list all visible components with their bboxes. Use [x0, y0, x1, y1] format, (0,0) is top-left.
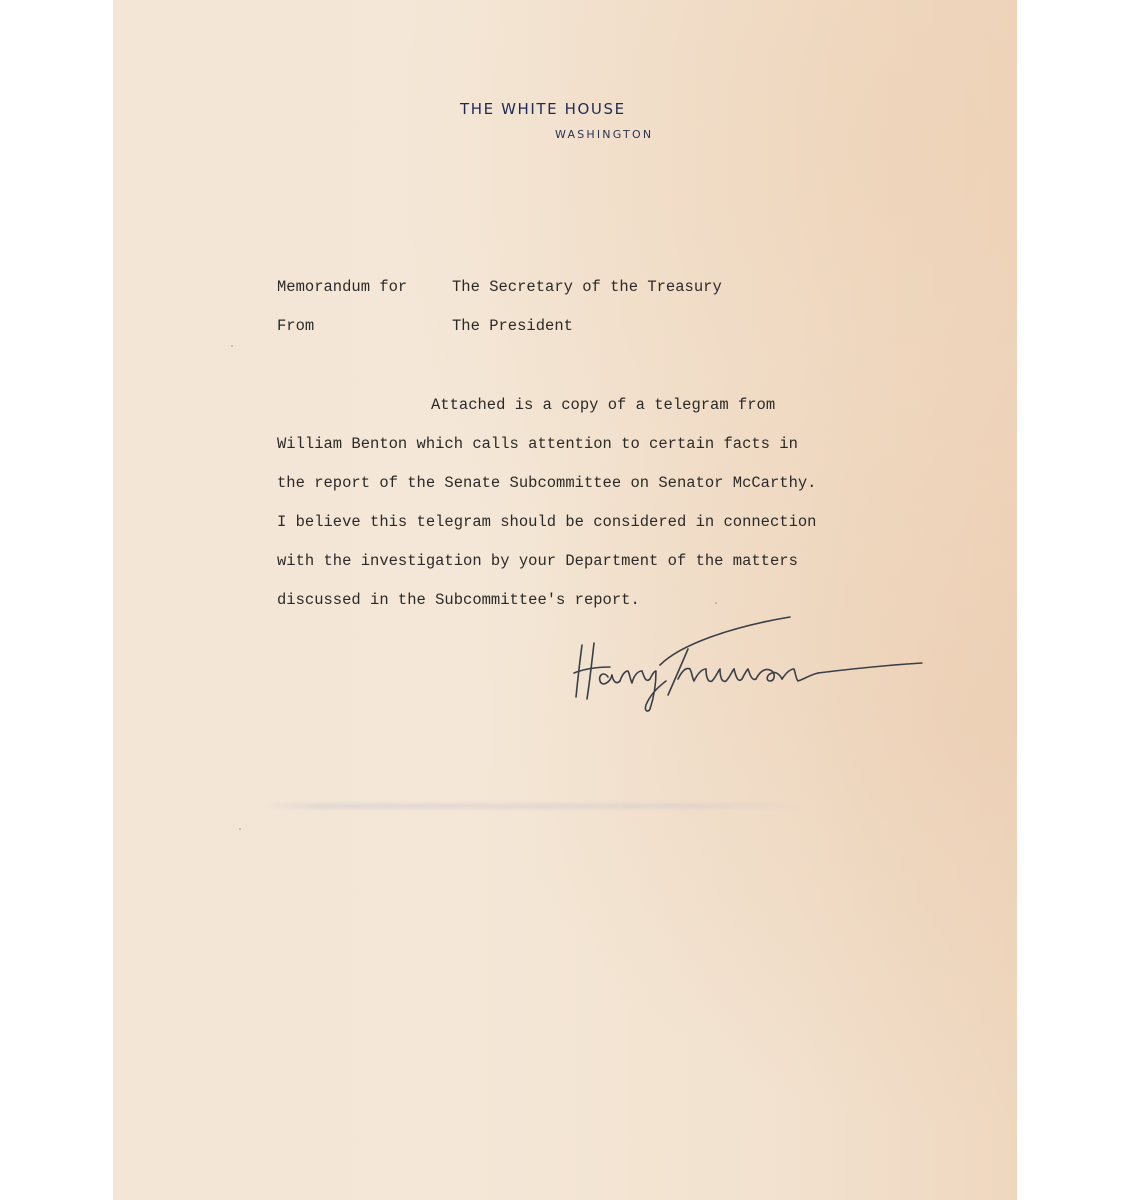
letterhead-city: WASHINGTON	[555, 128, 654, 141]
faint-show-through	[263, 803, 803, 809]
body-line: Attached is a copy of a telegram from	[431, 396, 776, 414]
from-sender: The President	[452, 317, 573, 335]
paper-speck	[231, 345, 233, 347]
memorandum-recipient: The Secretary of the Treasury	[452, 278, 722, 296]
from-label: From	[277, 317, 315, 335]
signature-image	[570, 605, 930, 715]
body-line: discussed in the Subcommittee's report.	[277, 591, 640, 609]
paper-speck	[239, 828, 241, 830]
letterhead-title: THE WHITE HOUSE	[460, 100, 626, 118]
memorandum-label: Memorandum for	[277, 278, 408, 296]
body-line: with the investigation by your Department of the matters	[277, 552, 798, 570]
paper-speck	[715, 602, 717, 604]
body-line: I believe this telegram should be considered in connection	[277, 513, 817, 531]
body-line: the report of the Senate Subcommittee on Senator McCarthy.	[277, 474, 817, 492]
body-line: William Benton which calls attention to certain facts in	[277, 435, 798, 453]
letter-paper	[113, 0, 1017, 1200]
